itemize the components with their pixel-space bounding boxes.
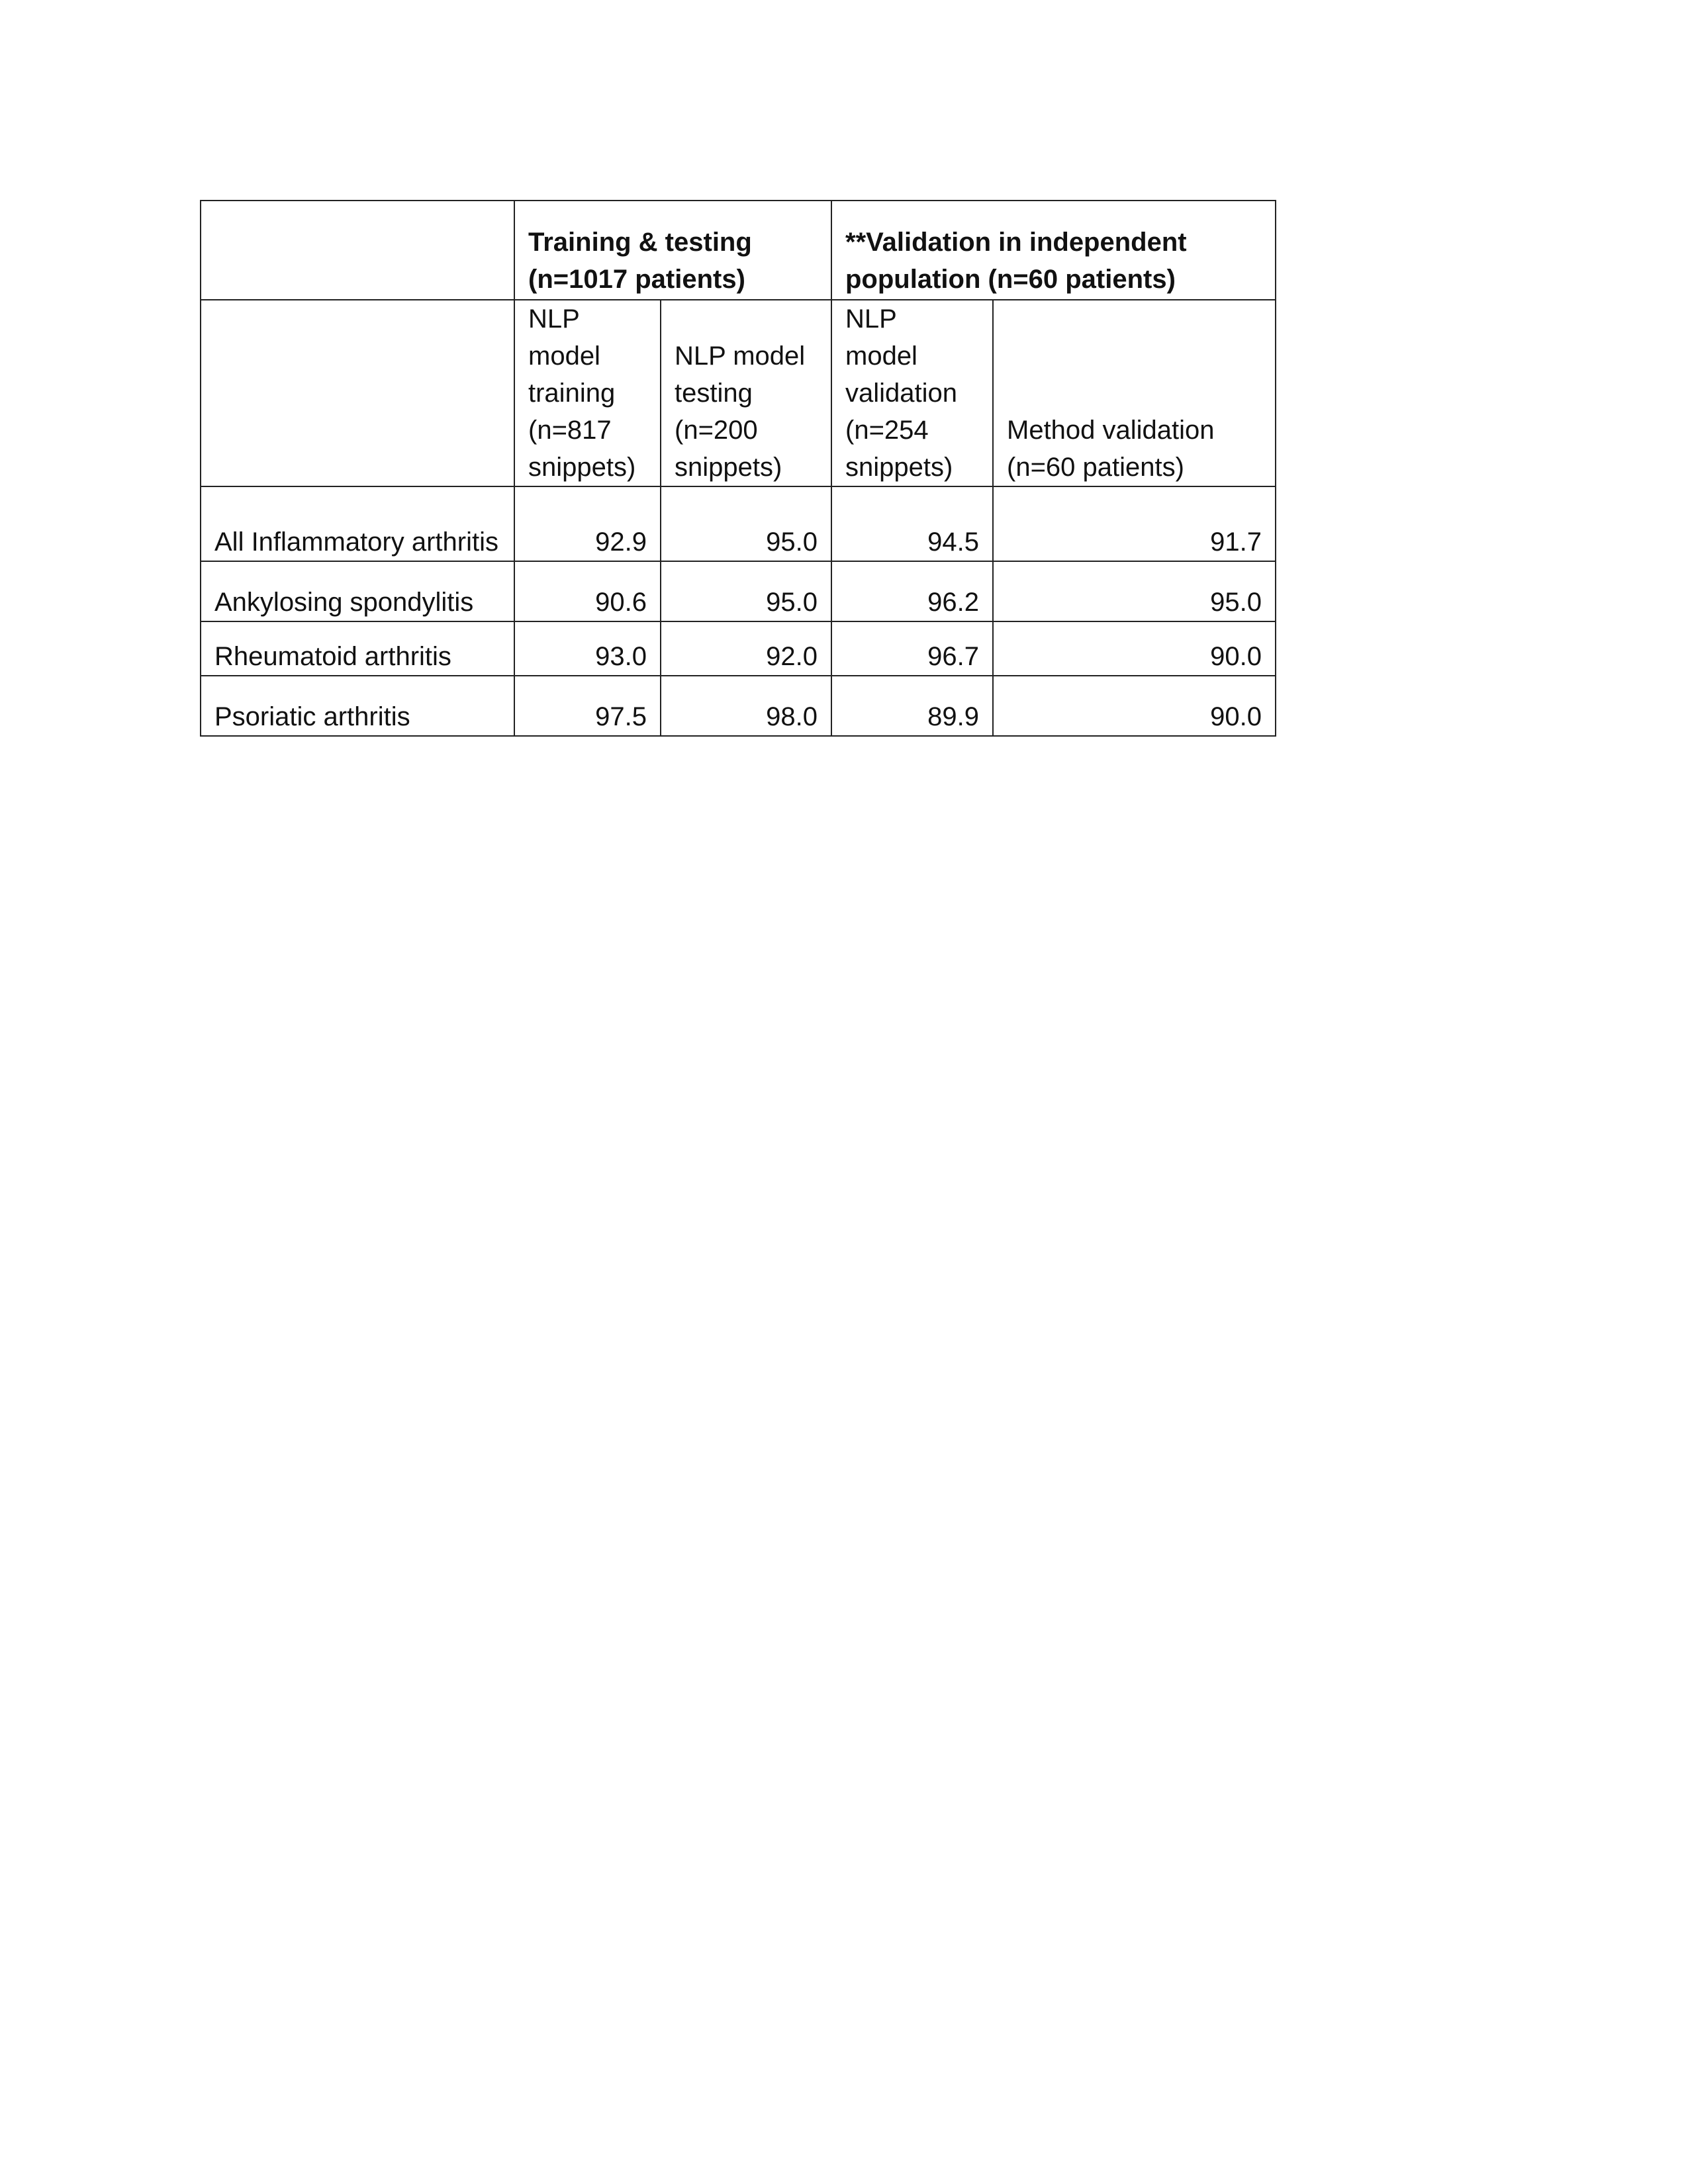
sub-header-method-validation bbox=[993, 300, 1276, 486]
value-cell: 94.5 bbox=[831, 486, 993, 561]
value-cell: 95.0 bbox=[661, 561, 831, 621]
sub-header-method-validation-text: Method validation (n=60 patients) bbox=[1007, 416, 1215, 482]
sub-header-nlp-training-text: NLP model training (n=817 snippets) bbox=[528, 304, 636, 482]
sub-header-nlp-testing-text: NLP model testing (n=200 snippets) bbox=[675, 341, 806, 482]
table-row bbox=[201, 621, 1276, 676]
value-cell: 95.0 bbox=[661, 486, 831, 561]
table-row bbox=[201, 486, 1276, 561]
value-cell: 90.0 bbox=[993, 676, 1276, 736]
row-label: All Inflammatory arthritis bbox=[201, 486, 514, 561]
value-cell: 90.0 bbox=[993, 621, 1276, 676]
value-cell: 96.7 bbox=[831, 621, 993, 676]
value-cell: 92.0 bbox=[661, 621, 831, 676]
table-row bbox=[201, 561, 1276, 621]
group-header-row bbox=[201, 201, 1276, 300]
sub-header-row bbox=[201, 300, 1276, 486]
sub-header-nlp-validation bbox=[831, 300, 993, 486]
header-blank-cell bbox=[201, 201, 514, 300]
value-cell: 89.9 bbox=[831, 676, 993, 736]
sub-header-nlp-validation-text: NLP model validation (n=254 snippets) bbox=[845, 304, 958, 482]
value-cell: 95.0 bbox=[993, 561, 1276, 621]
row-label: Psoriatic arthritis bbox=[201, 676, 514, 736]
sub-header-nlp-training bbox=[514, 300, 661, 486]
value-cell: 93.0 bbox=[514, 621, 661, 676]
value-cell: 91.7 bbox=[993, 486, 1276, 561]
table-row bbox=[201, 676, 1276, 736]
header-training-testing: Training & testing (n=1017 patients) bbox=[514, 201, 831, 300]
value-cell: 98.0 bbox=[661, 676, 831, 736]
value-cell: 96.2 bbox=[831, 561, 993, 621]
value-cell: 90.6 bbox=[514, 561, 661, 621]
header-validation: **Validation in independent population (n=60 patients) bbox=[831, 201, 1276, 300]
row-label: Ankylosing spondylitis bbox=[201, 561, 514, 621]
row-label: Rheumatoid arthritis bbox=[201, 621, 514, 676]
sub-header-blank-cell bbox=[201, 300, 514, 486]
value-cell: 92.9 bbox=[514, 486, 661, 561]
value-cell: 97.5 bbox=[514, 676, 661, 736]
sub-header-nlp-testing bbox=[661, 300, 831, 486]
results-table bbox=[200, 200, 1276, 737]
